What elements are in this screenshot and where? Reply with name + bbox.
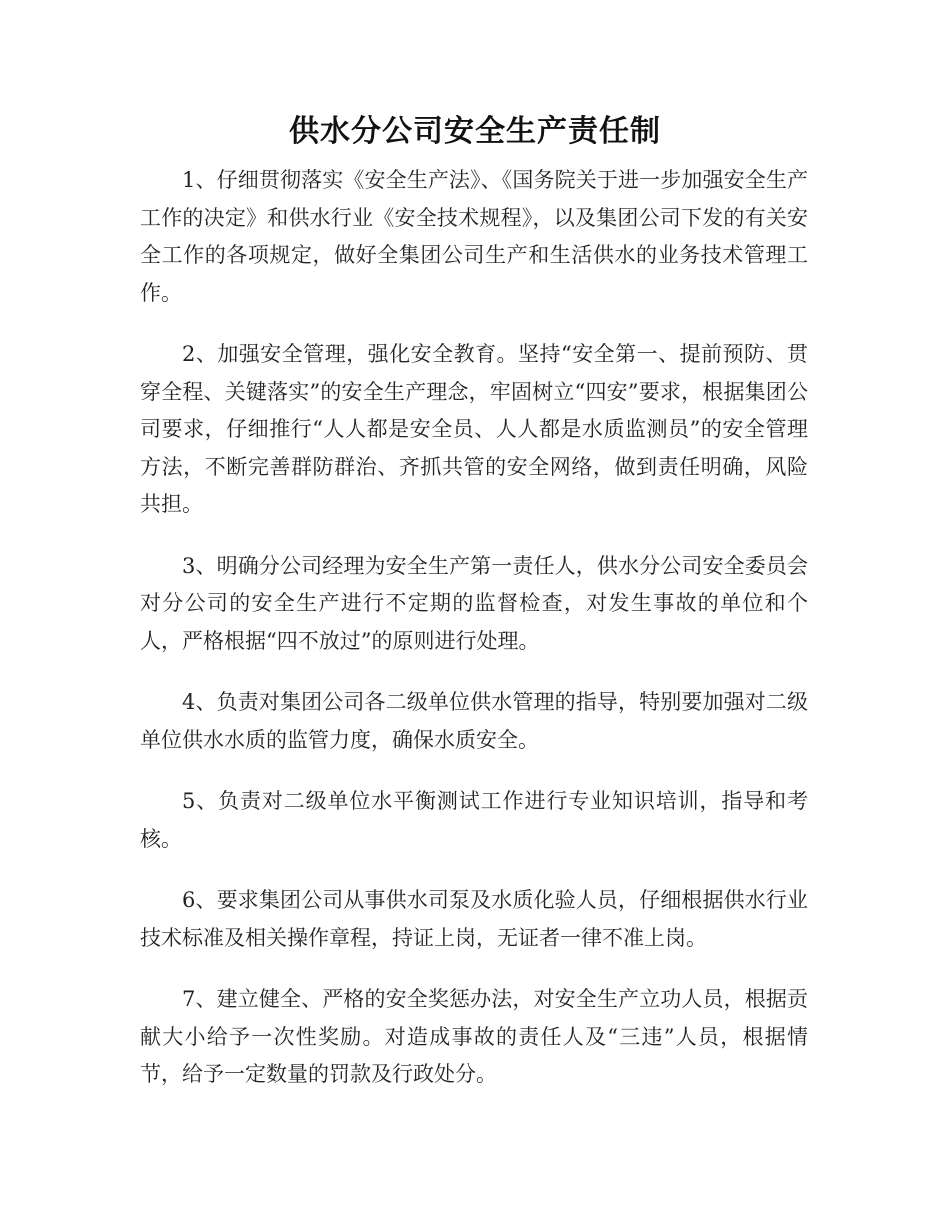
paragraph-3: 3、明确分公司经理为安全生产第一责任人，供水分公司安全委员会对分公司的安全生产进行不定期的监督检查，对发生事故的单位和个人，严格根据“四不放过”的原则进行处理。 (140, 553, 808, 653)
document-title: 供水分公司安全生产责任制 (289, 114, 661, 149)
document-body (140, 162, 808, 1118)
paragraph-5: 5、负责对二级单位水平衡测试工作进行专业知识培训，指导和考核。 (140, 789, 808, 851)
paragraph-4: 4、负责对集团公司各二级单位供水管理的指导，特别要加强对二级单位供水水质的监管力度，确保水质安全。 (140, 690, 808, 752)
paragraph-2: 2、加强安全管理，强化安全教育。坚持“安全第一、提前预防、贯穿全程、关键落实”的安全生产理念，牢固树立“四安”要求，根据集团公司要求，仔细推行“人人都是安全员、人人都是水质监测员”的安全管理方法，不断完善群防群治、齐抓共管的安全网络，做到责任明确，风险共担。 (140, 342, 808, 516)
paragraph-7: 7、建立健全、严格的安全奖惩办法，对安全生产立功人员，根据贡献大小给予一次性奖励。对造成事故的责任人及“三违”人员，根据情节，给予一定数量的罚款及行政处分。 (140, 987, 808, 1086)
paragraph-6: 6、要求集团公司从事供水司泵及水质化验人员，仔细根据供水行业技术标准及相关操作章程，持证上岗，无证者一律不准上岗。 (140, 888, 808, 950)
paragraph-1: 1、仔细贯彻落实《安全生产法》、《国务院关于进一步加强安全生产工作的决定》和供水行业《安全技术规程》，以及集团公司下发的有关安全工作的各项规定，做好全集团公司生产和生活供水的业务技术管理工作。 (140, 168, 808, 305)
